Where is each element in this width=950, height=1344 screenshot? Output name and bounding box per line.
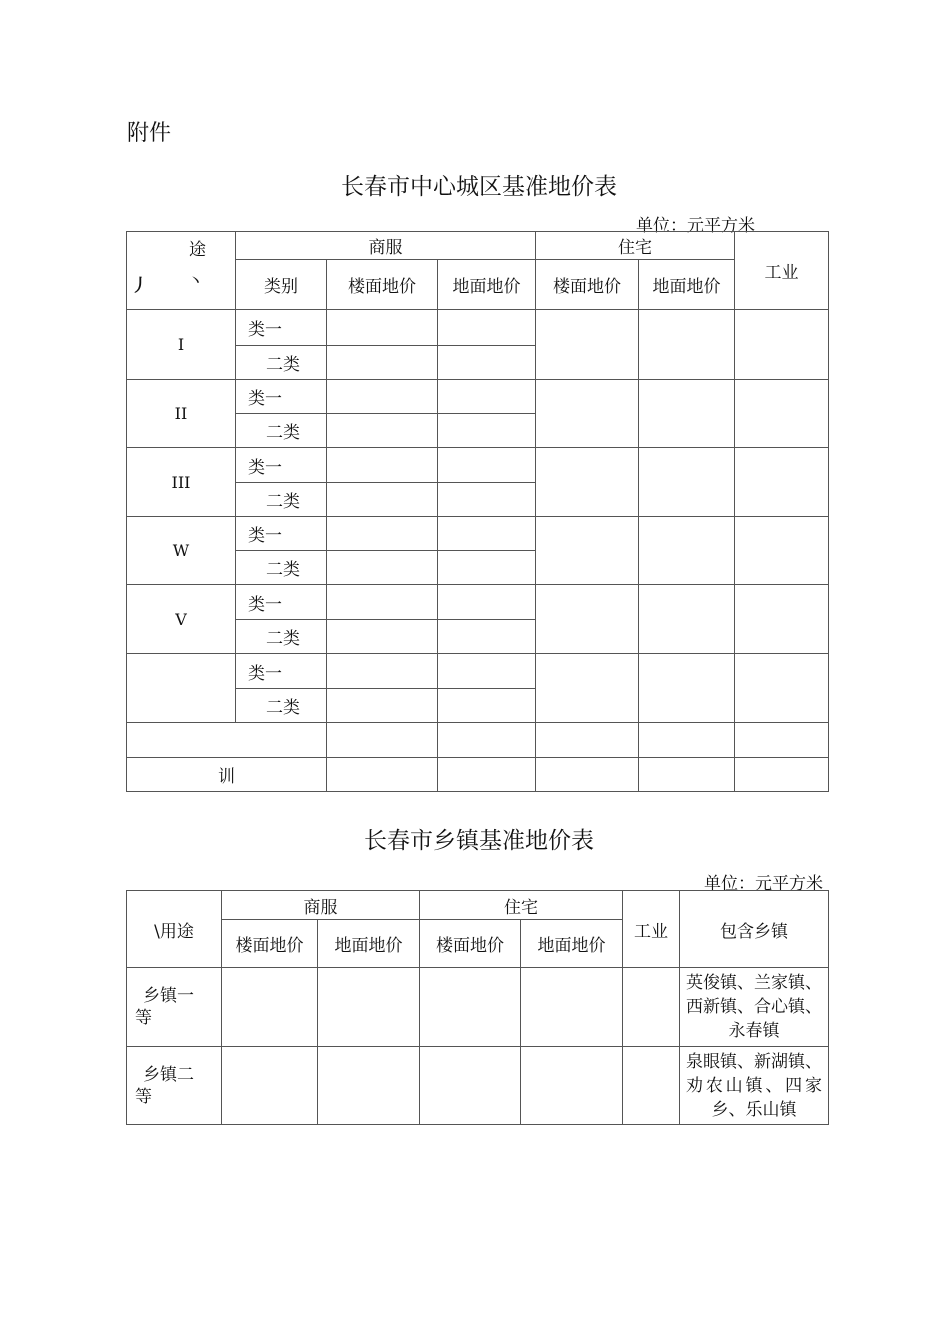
corner-mark-right: 丶 [187,271,204,292]
header-commercial: 商服 [222,891,420,920]
subcategory-label: 二类 [236,414,327,448]
grade-label [127,654,236,723]
empty-cell [639,723,735,758]
empty-cell [521,1047,623,1125]
corner-mark-left: 丿 [131,275,148,296]
commercial-ground-cell [438,380,536,414]
commercial-floor-cell [327,654,438,689]
industrial-cell [735,517,829,585]
table-row [127,758,829,792]
table-row [127,723,829,758]
residential-floor-cell [536,585,639,654]
commercial-floor-cell [327,448,438,483]
header-commercial-ground-price: 地面地价 [438,260,536,310]
empty-cell [318,1047,420,1125]
grade-label: II [127,380,236,448]
empty-cell [639,758,735,792]
header-category: 类别 [236,260,327,310]
empty-cell [623,1047,680,1125]
commercial-floor-cell [327,414,438,448]
subcategory-label: 二类 [236,551,327,585]
township-grade-line1: 乡镇一 [143,986,194,1006]
empty-cell [222,968,318,1047]
residential-floor-cell [536,517,639,585]
commercial-ground-cell [438,654,536,689]
industrial-cell [735,654,829,723]
header-residential-ground-price: 地面地价 [521,920,623,968]
empty-cell [521,968,623,1047]
table-row [127,585,829,620]
commercial-ground-cell [438,620,536,654]
empty-cell [735,758,829,792]
subcategory-label: 类一 [236,585,327,620]
township-grade-line2: 等 [135,1008,152,1028]
commercial-ground-cell [438,483,536,517]
industrial-cell [735,310,829,380]
commercial-ground-cell [438,517,536,551]
empty-cell [536,758,639,792]
residential-ground-cell [639,448,735,517]
table-row [127,1047,829,1125]
residential-ground-cell [639,310,735,380]
header-industrial: 工业 [623,891,680,968]
empty-cell [420,968,521,1047]
industrial-cell [735,585,829,654]
commercial-ground-cell [438,448,536,483]
header-residential-floor-price: 楼面地价 [420,920,521,968]
header-commercial: 商服 [236,232,536,260]
commercial-floor-cell [327,380,438,414]
table-row [127,448,829,483]
industrial-cell [735,448,829,517]
towns-list: 英俊镇、兰家镇、西新镇、合心镇、永春镇 [680,968,829,1047]
commercial-floor-cell [327,585,438,620]
subcategory-label: 二类 [236,620,327,654]
residential-floor-cell [536,654,639,723]
residential-ground-cell [639,380,735,448]
residential-floor-cell [536,380,639,448]
table-row [127,654,829,689]
table1-title: 长春市中心城区基准地价表 [341,174,617,200]
residential-ground-cell [639,654,735,723]
commercial-ground-cell [438,551,536,585]
corner-cell [127,232,236,310]
subcategory-label: 类一 [236,654,327,689]
subcategory-label: 类一 [236,517,327,551]
township-grade-line1: 乡镇二 [143,1064,194,1085]
header-residential: 住宅 [420,891,623,920]
empty-cell [327,723,438,758]
commercial-ground-cell [438,414,536,448]
subcategory-label: 类一 [236,380,327,414]
table2-title: 长春市乡镇基准地价表 [364,828,594,854]
grade-label: W [127,517,236,585]
header-residential-ground-price: 地面地价 [639,260,735,310]
empty-cell [623,968,680,1047]
grade-label: I [127,310,236,380]
commercial-floor-cell [327,483,438,517]
subcategory-label: 类一 [236,310,327,346]
residential-ground-cell [639,585,735,654]
township-grade-label [127,1047,222,1125]
commercial-floor-cell [327,517,438,551]
commercial-floor-cell [327,310,438,346]
empty-cell [536,723,639,758]
attachment-label: 附件 [127,121,172,146]
header-residential-floor-price: 楼面地价 [536,260,639,310]
subcategory-label: 二类 [236,689,327,723]
table1-unit: 单位：元平方米 [636,216,755,236]
header-towns: 包含乡镇 [680,891,829,968]
empty-cell [438,758,536,792]
table2-unit: 单位：元平方米 [704,874,823,894]
residential-floor-cell [536,448,639,517]
commercial-floor-cell [327,551,438,585]
residential-ground-cell [639,517,735,585]
commercial-floor-cell [327,620,438,654]
township-grade-line2: 等 [135,1086,152,1107]
header-residential: 住宅 [536,232,735,260]
footer-label [127,723,327,758]
header-industrial: 工业 [735,232,829,310]
empty-cell [327,758,438,792]
empty-cell [438,723,536,758]
residential-floor-cell [536,310,639,380]
commercial-ground-cell [438,346,536,380]
empty-cell [318,968,420,1047]
grade-label: III [127,448,236,517]
table-row [127,310,829,346]
empty-cell [222,1047,318,1125]
commercial-ground-cell [438,689,536,723]
empty-cell [420,1047,521,1125]
table-row [127,968,829,1047]
urban-land-price-table [126,231,829,792]
grade-label: V [127,585,236,654]
header-commercial-floor-price: 楼面地价 [222,920,318,968]
commercial-ground-cell [438,585,536,620]
industrial-cell [735,380,829,448]
towns-list: 泉眼镇、新湖镇、劝农山镇、四家乡、乐山镇 [680,1047,829,1125]
subcategory-label: 二类 [236,483,327,517]
corner-use-label: 途 [189,239,206,260]
commercial-ground-cell [438,310,536,346]
commercial-floor-cell [327,689,438,723]
table-row [127,517,829,551]
subcategory-label: 类一 [236,448,327,483]
empty-cell [735,723,829,758]
header-commercial-floor-price: 楼面地价 [327,260,438,310]
commercial-floor-cell [327,346,438,380]
township-grade-label [127,968,222,1047]
table-row [127,380,829,414]
township-land-price-table [126,890,829,1125]
footer-label: 训 [127,758,327,792]
subcategory-label: 二类 [236,346,327,380]
header-use: \用途 [127,891,222,968]
header-commercial-ground-price: 地面地价 [318,920,420,968]
